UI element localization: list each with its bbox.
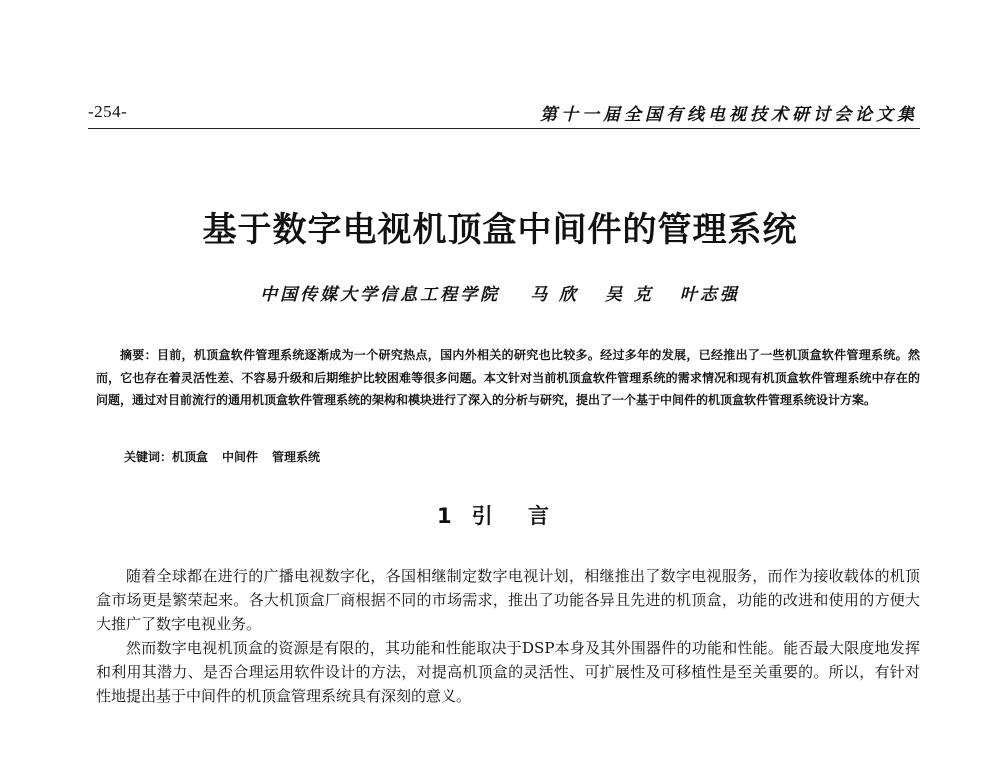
body-paragraph: 随着全球都在进行的广播电视数字化，各国相继制定数字电视计划，相继推出了数字电视服务，而作为接收载体的机顶盒市场更是繁荣起来。各大机顶盒厂商根据不同的市场需求，推出了功能各异且先进的机顶盒，功能的改进和使用的方便大大推广了数字电视业务。 bbox=[96, 567, 920, 633]
keywords-label: 关键词： bbox=[124, 450, 173, 464]
author-name: 马 欣 bbox=[530, 285, 579, 305]
body-paragraph: 然而数字电视机顶盒的资源是有限的，其功能和性能取决于DSP本身及其外围器件的功能和性能。能否最大限度地发挥和利用其潜力、是否合理运用软件设计的方法，对提高机顶盒的灵活性、可扩展性及可移植性是至关重要的。所以，有针对性地提出基于中间件的机顶盒管理系统具有深刻的意义。 bbox=[96, 639, 920, 705]
keywords bbox=[124, 446, 920, 468]
keyword: 中间件 bbox=[222, 450, 259, 464]
author-name: 叶志强 bbox=[679, 285, 740, 305]
abstract bbox=[96, 344, 920, 412]
authors-line bbox=[0, 280, 1000, 305]
page-header bbox=[88, 98, 920, 128]
paper-title: 基于数字电视机顶盒中间件的管理系统 bbox=[202, 210, 798, 250]
abstract-label: 摘要： bbox=[120, 348, 157, 362]
section-title: 引 言 bbox=[471, 504, 563, 528]
page-number: -254- bbox=[88, 102, 128, 121]
section-heading bbox=[0, 500, 1000, 530]
author-name: 吴 克 bbox=[605, 285, 654, 305]
abstract-text: 目前，机顶盒软件管理系统逐渐成为一个研究热点，国内外相关的研究也比较多。经过多年的发展，已经推出了一些机顶盒软件管理系统。然而，它也存在着灵活性差、不容易升级和后期维护比较困难等很多问题。本文针对当前机顶盒软件管理系统的需求情况和现有机顶盒软件管理系统中存在的问题，通过对目前流行的通用机顶盒软件管理系统的架构和模块进行了深入的分析与研究，提出了一个基于中间件的机顶盒软件管理系统设计方案。 bbox=[96, 348, 920, 408]
author-affiliation: 中国传媒大学信息工程学院 bbox=[260, 285, 501, 305]
body-text bbox=[96, 564, 920, 708]
journal-name: 第十一届全国有线电视技术研讨会论文集 bbox=[540, 105, 918, 125]
section-number: 1 bbox=[437, 504, 466, 528]
header-rule bbox=[88, 128, 920, 129]
keyword: 机顶盒 bbox=[172, 450, 209, 464]
keyword: 管理系统 bbox=[272, 450, 321, 464]
